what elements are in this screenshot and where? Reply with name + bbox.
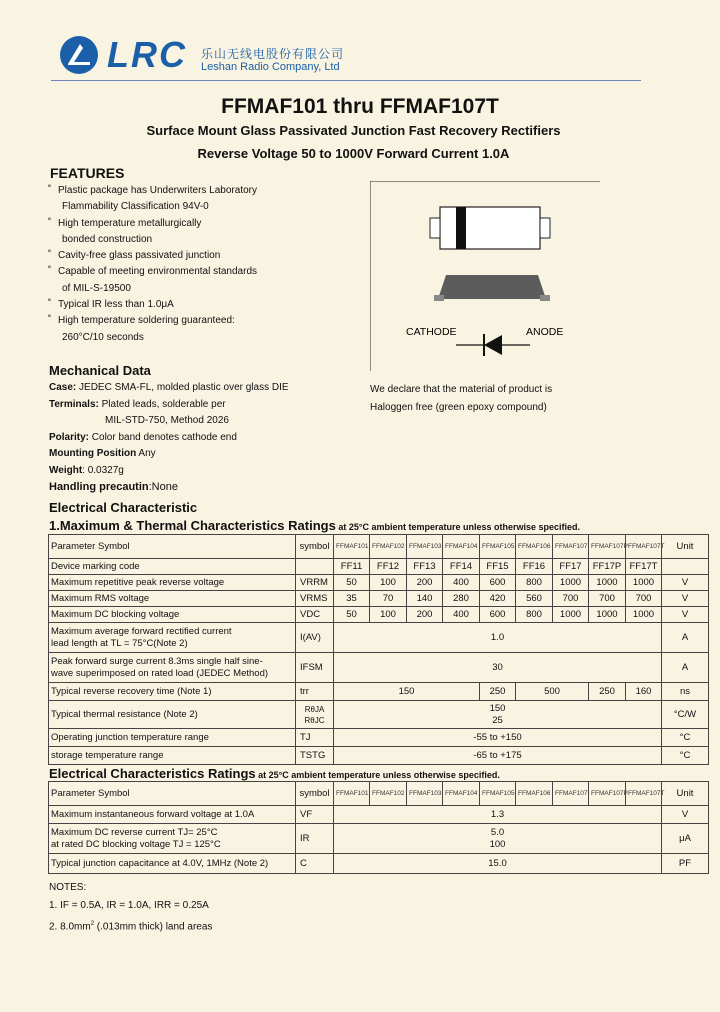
feature-item: ˚ Capable of meeting environmental standards <box>48 266 258 278</box>
mechanical-data: Case: JEDEC SMA-FL, molded plastic over glass DIE Terminals: Plated leads, solderable per MIL-STD-750, Method 2026 Polarity: Color band denotes cathode end Mounting Position Any Weight: 0.0327g <box>49 382 289 476</box>
feature-item: ˚ High temperature metallurgically <box>48 217 202 229</box>
mechanical-heading: Mechanical Data <box>49 363 151 378</box>
feature-item: bonded construction <box>62 233 153 245</box>
header-divider <box>51 80 641 81</box>
cathode-label: CATHODE <box>406 326 457 338</box>
feature-item: 260°C/10 seconds <box>62 331 144 343</box>
feature-item: Flammability Classification 94V-0 <box>62 201 209 213</box>
declaration: We declare that the material of product is Haloggen free (green epoxy compound) <box>370 384 553 413</box>
subtitle-2: Reverse Voltage 50 to 1000V Forward Current 1.0A <box>197 146 510 161</box>
table-row: Peak forward surge current 8.3ms single half sine- wave superimposed on rated load (JEDEC Method) IFSM 30 A <box>49 653 709 683</box>
param-header: Parameter Symbol <box>49 535 296 559</box>
table-row: Maximum repetitive peak reverse voltage VRRM 50 100 200 400 600 800 1000 1000 1000 V <box>49 575 709 591</box>
table-row: Maximum DC blocking voltage VDC 50 100 200 400 600 800 1000 1000 1000 V <box>49 607 709 623</box>
logo-text: LRC <box>107 34 187 75</box>
elec-heading: Electrical Characteristic <box>49 500 198 515</box>
package-diagram <box>370 181 600 371</box>
table-row: Typical thermal resistance (Note 2) RθJA RθJC 150 25 °C/W <box>49 701 709 729</box>
feature-item: ˚ Plastic package has Underwriters Laboratory <box>48 185 257 196</box>
subtitle-1: Surface Mount Glass Passivated Junction Fast Recovery Rectifiers <box>146 123 561 138</box>
anode-label: ANODE <box>526 326 564 338</box>
feature-item: ˚ Cavity-free glass passivated junction <box>48 250 221 262</box>
table-row: Operating junction temperature range TJ -55 to +150 °C <box>49 729 709 747</box>
feature-item: of MIL-S-19500 <box>62 282 131 294</box>
ratings2-heading: Electrical Characteristics Ratings at 25°C ambient temperature unless otherwise specified. <box>49 766 500 781</box>
table-row: Maximum instantaneous forward voltage at 1.0A VF 1.3 V <box>49 806 709 824</box>
company-name-cn: 乐山无线电股份有限公司 <box>201 47 345 61</box>
cathode-band <box>456 207 466 249</box>
handling-note: Handling precautin:None <box>49 481 178 493</box>
features-list <box>48 183 348 346</box>
table-row: Maximum DC reverse current TJ= 25°C at rated DC blocking voltage TJ = 125°C IR 5.0 100 μA <box>49 824 709 854</box>
table-row: Device marking code FF11 FF12 FF13 FF14 FF15 FF16 FF17 FF17P FF17T <box>49 559 709 575</box>
ratings-heading: 1.Maximum & Thermal Characteristics Ratings at 25°C ambient temperature unless otherwise specified. <box>49 518 581 533</box>
package-side-view <box>438 275 546 299</box>
table-row: Typical junction capacitance at 4.0V, 1MHz (Note 2) C 15.0 PF <box>49 854 709 874</box>
features-heading: FEATURES <box>50 165 125 181</box>
notes: NOTES: 1. IF = 0.5A, IR = 1.0A, IRR = 0.25A 2. $8.0mm^2$ (.013mm thick) land areas <box>49 882 213 933</box>
electrical-table: Parameter Symbol symbol FFMAF101 FFMAF102 FFMAF103 FFMAF104 FFMAF105 FFMAF106 FFMAF107 FFMAF107P FFMAF107T Unit Maximum instantaneous forward voltage at 1.0A VF 1.3 V Maximum DC reverse current TJ= 25°C at rated DC blocking voltage TJ = 125°C IR 5.0 100 μA Typical junction capacitance at 4.0V, 1MHz (Note 2) C 15.0 PF <box>48 781 709 874</box>
ratings-table: Parameter Symbol symbol FFMAF101 FFMAF102 FFMAF103 FFMAF104 FFMAF105 FFMAF106 FFMAF107 FFMAF107P FFMAF107T Unit Device marking code FF11 FF12 FF13 FF14 FF15 FF16 FF17 FF17P FF17T Maximum repetitive peak reverse voltage VRRM 50 100 200 400 600 800 1000 1000 1000 V Maximum RMS voltage VRMS 35 70 140 280 420 560 700 700 700 V Maximum DC blocking voltage VDC 50 100 200 400 600 800 1000 1000 1000 V Maximum average forward rectified current lead length at TL = 75°C(Note 2) I(AV) 1.0 A Peak forward surge current 8.3ms single half sine- wave superimposed on rated load (JEDEC Method) IFSM 30 A Typical reverse recovery time (Note 1) trr 150 250 500 250 160 ns Typical thermal resistance (Note 2) RθJA RθJC 150 25 °C/W Operating junction temperature range TJ -55 to +150 °C storage temperature range TSTG -65 to +175 °C <box>48 534 709 765</box>
table-row: Maximum RMS voltage VRMS 35 70 140 280 420 560 700 700 700 V <box>49 591 709 607</box>
table-row: storage temperature range TSTG -65 to +175 °C <box>49 747 709 765</box>
lrc-logo-icon <box>58 34 100 76</box>
page-title: FFMAF101 thru FFMAF107T <box>221 95 499 118</box>
feature-item: ˚ Typical IR less than 1.0μA <box>48 299 174 311</box>
package-top-view <box>440 207 540 249</box>
company-name-en: Leshan Radio Company, Ltd <box>201 61 340 73</box>
table-row: Typical reverse recovery time (Note 1) trr 150 250 500 250 160 ns <box>49 683 709 701</box>
feature-item: ˚ High temperature soldering guaranteed: <box>48 315 235 327</box>
table-row: Maximum average forward rectified current lead length at TL = 75°C(Note 2) I(AV) 1.0 A <box>49 623 709 653</box>
